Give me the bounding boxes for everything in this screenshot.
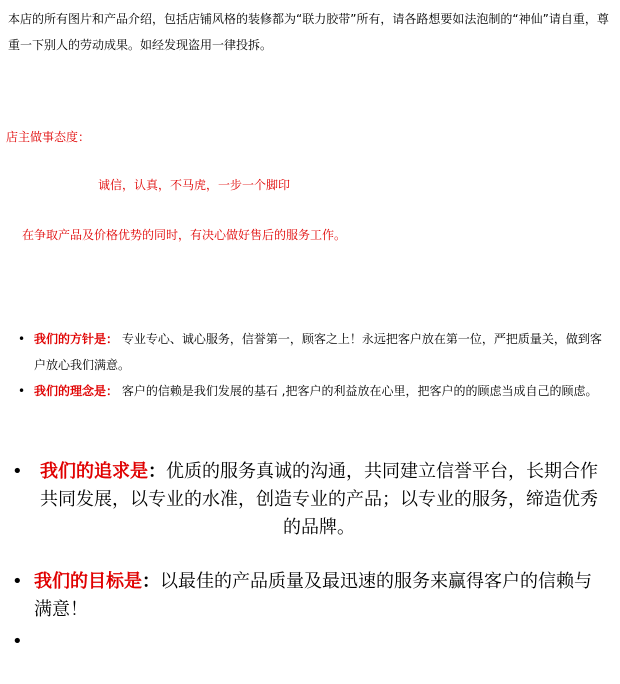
bullet-icon: • bbox=[18, 332, 26, 346]
goal-label-colon: ： bbox=[142, 571, 160, 592]
philosophy-label-colon: ： bbox=[106, 384, 119, 398]
goals-list bbox=[12, 458, 604, 656]
bullet-icon: • bbox=[18, 384, 26, 398]
owner-motto: 诚信，认真，不马虎，一步一个脚印 bbox=[98, 178, 291, 192]
policy-label-colon: ： bbox=[106, 332, 119, 346]
service-commitment: 在争取产品及价格优势的同时，有决心做好售后的服务工作。 bbox=[22, 228, 347, 242]
list-item-pursuit bbox=[12, 458, 604, 542]
policy-label: 我们的方针是 bbox=[34, 332, 107, 346]
pursuit-label: 我们的追求是 bbox=[40, 461, 148, 482]
list-item-policy bbox=[18, 326, 608, 378]
philosophy-text: 客户的信赖是我们发展的基石 ,把客户的利益放在心里，把客户的的顾虑当成自己的顾虑。 bbox=[121, 384, 598, 398]
bullet-icon: • bbox=[12, 461, 23, 482]
policy-text: 专业专心、诚心服务，信誉第一，顾客之上！永远把客户放在第一位，严把质量关，做到客户放心我们满意。 bbox=[34, 332, 602, 372]
bullet-icon: • bbox=[12, 571, 23, 592]
owner-attitude-heading: 店主做事态度： bbox=[6, 130, 91, 144]
goal-text: 以最佳的产品质量及最迅速的服务来赢得客户的信赖与满意！ bbox=[34, 571, 592, 620]
list-item-empty bbox=[12, 628, 604, 656]
list-item-philosophy bbox=[18, 378, 608, 404]
pursuit-label-colon: ： bbox=[148, 461, 166, 482]
copyright-notice: 本店的所有图片和产品介绍，包括店铺风格的装修都为“联力胶带”所有，请各路想要如法泡制的“神仙”请自重，尊重一下别人的劳动成果。如经发现盗用一律投拆。 bbox=[8, 12, 609, 52]
bullet-icon: • bbox=[12, 631, 23, 652]
philosophy-label: 我们的理念是 bbox=[34, 384, 107, 398]
list-item-goal bbox=[12, 568, 604, 624]
goal-label: 我们的目标是 bbox=[34, 571, 142, 592]
principles-list bbox=[18, 326, 608, 404]
pursuit-text: 优质的服务真诚的沟通，共同建立信誉平台，长期合作共同发展，以专业的水准，创造专业的产品；以专业的服务，缔造优秀的品牌。 bbox=[40, 461, 598, 538]
